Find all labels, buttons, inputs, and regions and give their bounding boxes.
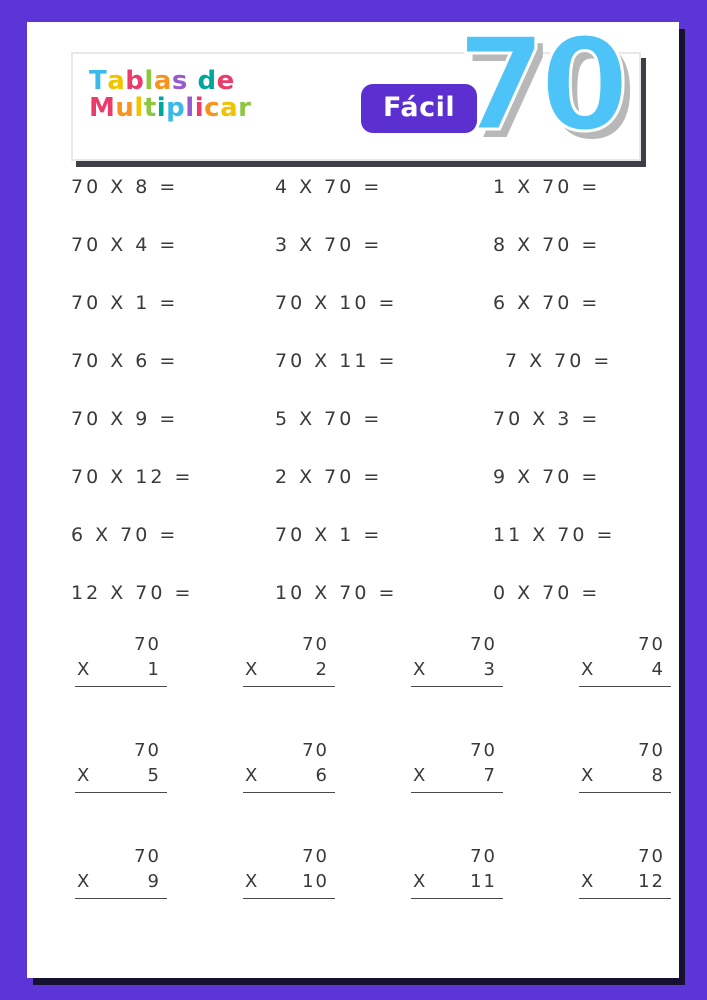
multiplicand: 70: [134, 740, 161, 761]
problem-item: 1 X 70 =: [493, 176, 601, 198]
times-symbol: X: [413, 765, 428, 786]
vertical-problem: [579, 846, 671, 899]
multiplier: 3: [483, 659, 497, 680]
times-symbol: X: [77, 659, 92, 680]
problem-row: [27, 232, 679, 290]
problem-item: 70 X 1 =: [71, 292, 179, 314]
problem-item: 2 X 70 =: [275, 466, 383, 488]
problem-row: [27, 464, 679, 522]
vertical-problem: [579, 740, 671, 793]
multiplicand: 70: [302, 846, 329, 867]
difficulty-badge: Fácil: [361, 84, 477, 133]
times-symbol: X: [245, 765, 260, 786]
multiplier: 10: [302, 871, 329, 892]
multiplier: 5: [147, 765, 161, 786]
problem-item: 12 X 70 =: [71, 582, 194, 604]
vertical-problem: [75, 740, 167, 793]
vertical-problem: [579, 634, 671, 687]
problem-item: 70 X 4 =: [71, 234, 179, 256]
horizontal-problems-grid: [27, 174, 679, 638]
vertical-problem-row: [27, 846, 679, 952]
multiplier: 6: [315, 765, 329, 786]
problem-item: 9 X 70 =: [493, 466, 601, 488]
problem-row: [27, 174, 679, 232]
vertical-problem: [411, 740, 503, 793]
problem-item: 70 X 3 =: [493, 408, 601, 430]
vertical-problem: [243, 846, 335, 899]
vertical-problem: [75, 846, 167, 899]
times-symbol: X: [245, 659, 260, 680]
vertical-problem-row: [27, 634, 679, 740]
vertical-problem: [243, 634, 335, 687]
multiplier: 2: [315, 659, 329, 680]
multiplicand: 70: [470, 846, 497, 867]
problem-item: 8 X 70 =: [493, 234, 601, 256]
problem-item: 6 X 70 =: [71, 524, 179, 546]
problem-item: 3 X 70 =: [275, 234, 383, 256]
problem-row: [27, 348, 679, 406]
problem-item: 70 X 10 =: [275, 292, 398, 314]
multiplier: 11: [470, 871, 497, 892]
problem-item: 70 X 11 =: [275, 350, 398, 372]
problem-item: 11 X 70 =: [493, 524, 616, 546]
multiplicand: 70: [134, 634, 161, 655]
problem-item: 70 X 6 =: [71, 350, 179, 372]
multiplier: 4: [651, 659, 665, 680]
multiplicand: 70: [638, 846, 665, 867]
problem-item: 70 X 1 =: [275, 524, 383, 546]
times-symbol: X: [77, 871, 92, 892]
title-line-2: Multiplicar: [89, 93, 252, 124]
multiplier: 12: [638, 871, 665, 892]
problem-item: 6 X 70 =: [493, 292, 601, 314]
problem-row: [27, 406, 679, 464]
multiplicand: 70: [302, 634, 329, 655]
vertical-problem: [411, 846, 503, 899]
times-symbol: X: [245, 871, 260, 892]
multiplier: 9: [147, 871, 161, 892]
multiplicand: 70: [638, 740, 665, 761]
problem-row: [27, 580, 679, 638]
worksheet-title: [89, 68, 349, 123]
times-symbol: X: [413, 871, 428, 892]
times-symbol: X: [413, 659, 428, 680]
multiplicand: 70: [134, 846, 161, 867]
problem-item: 5 X 70 =: [275, 408, 383, 430]
vertical-problems-grid: [27, 634, 679, 952]
problem-item: 70 X 12 =: [71, 466, 194, 488]
times-symbol: X: [581, 871, 596, 892]
problem-item: 70 X 9 =: [71, 408, 179, 430]
worksheet-sheet: [27, 11, 679, 978]
multiplier: 7: [483, 765, 497, 786]
multiplier: 1: [147, 659, 161, 680]
problem-row: [27, 522, 679, 580]
table-number: 70: [457, 11, 624, 160]
multiplicand: 70: [638, 634, 665, 655]
multiplicand: 70: [470, 634, 497, 655]
times-symbol: X: [581, 659, 596, 680]
vertical-problem-row: [27, 740, 679, 846]
multiplier: 8: [651, 765, 665, 786]
problem-item: 7 X 70 =: [505, 350, 613, 372]
vertical-problem: [243, 740, 335, 793]
vertical-problem: [411, 634, 503, 687]
problem-item: 70 X 8 =: [71, 176, 179, 198]
problem-item: 0 X 70 =: [493, 582, 601, 604]
times-symbol: X: [77, 765, 92, 786]
multiplicand: 70: [470, 740, 497, 761]
title-line-1: Tablas de: [89, 66, 235, 96]
problem-item: 4 X 70 =: [275, 176, 383, 198]
times-symbol: X: [581, 765, 596, 786]
multiplicand: 70: [302, 740, 329, 761]
problem-item: 10 X 70 =: [275, 582, 398, 604]
vertical-problem: [75, 634, 167, 687]
problem-row: [27, 290, 679, 348]
